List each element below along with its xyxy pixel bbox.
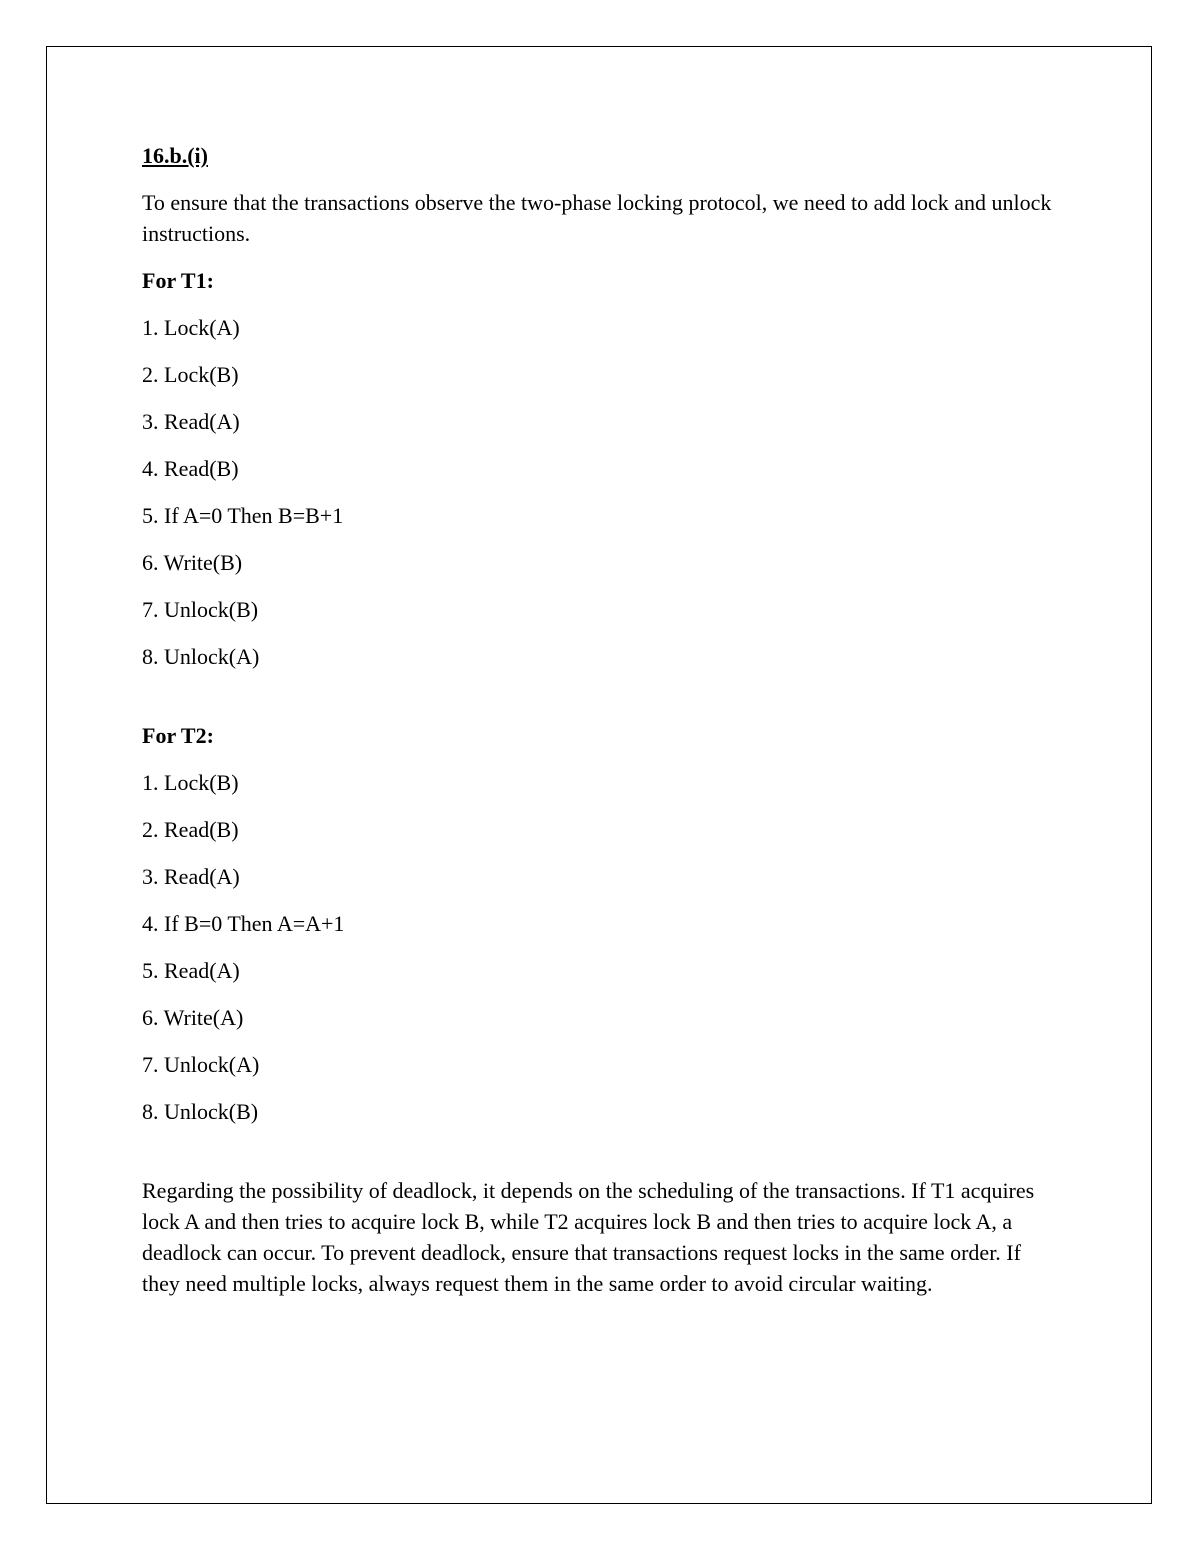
t2-step: 4. If B=0 Then A=A+1 [142,911,345,936]
t2-step: 2. Read(B) [142,817,239,842]
t1-step: 1. Lock(A) [142,315,240,340]
t2-step: 5. Read(A) [142,958,240,983]
question-heading: 16.b.(i) [142,143,208,168]
t1-step: 3. Read(A) [142,409,240,434]
t2-step: 8. Unlock(B) [142,1099,259,1124]
section-spacer [142,1143,1062,1175]
t1-step: 5. If A=0 Then B=B+1 [142,503,344,528]
t2-step-list [142,767,1062,1127]
document-body [142,140,1062,1299]
intro-paragraph: To ensure that the transactions observe the two-phase locking protocol, we need to add lock and unlock instructions. [142,190,1052,246]
t2-step: 1. Lock(B) [142,770,239,795]
t1-step: 2. Lock(B) [142,362,239,387]
t2-step: 6. Write(A) [142,1005,244,1030]
section-spacer [142,688,1062,720]
t2-title: For T2: [142,723,214,748]
t1-step: 4. Read(B) [142,456,239,481]
t1-step: 8. Unlock(A) [142,644,260,669]
t2-step: 3. Read(A) [142,864,240,889]
t1-step-list [142,312,1062,672]
t2-step: 7. Unlock(A) [142,1052,260,1077]
deadlock-paragraph: Regarding the possibility of deadlock, it depends on the scheduling of the transactions. If T1 acquires lock A and then tries to acquire lock B, while T2 acquires lock B and then tries to acquire lock A, a deadlock can occur. To prevent deadlock, ensure that transactions request locks in the same order. If they need multiple locks, always request them in the same order to avoid circular waiting. [142,1178,1035,1296]
t1-step: 7. Unlock(B) [142,597,259,622]
t1-title: For T1: [142,268,214,293]
t1-step: 6. Write(B) [142,550,243,575]
